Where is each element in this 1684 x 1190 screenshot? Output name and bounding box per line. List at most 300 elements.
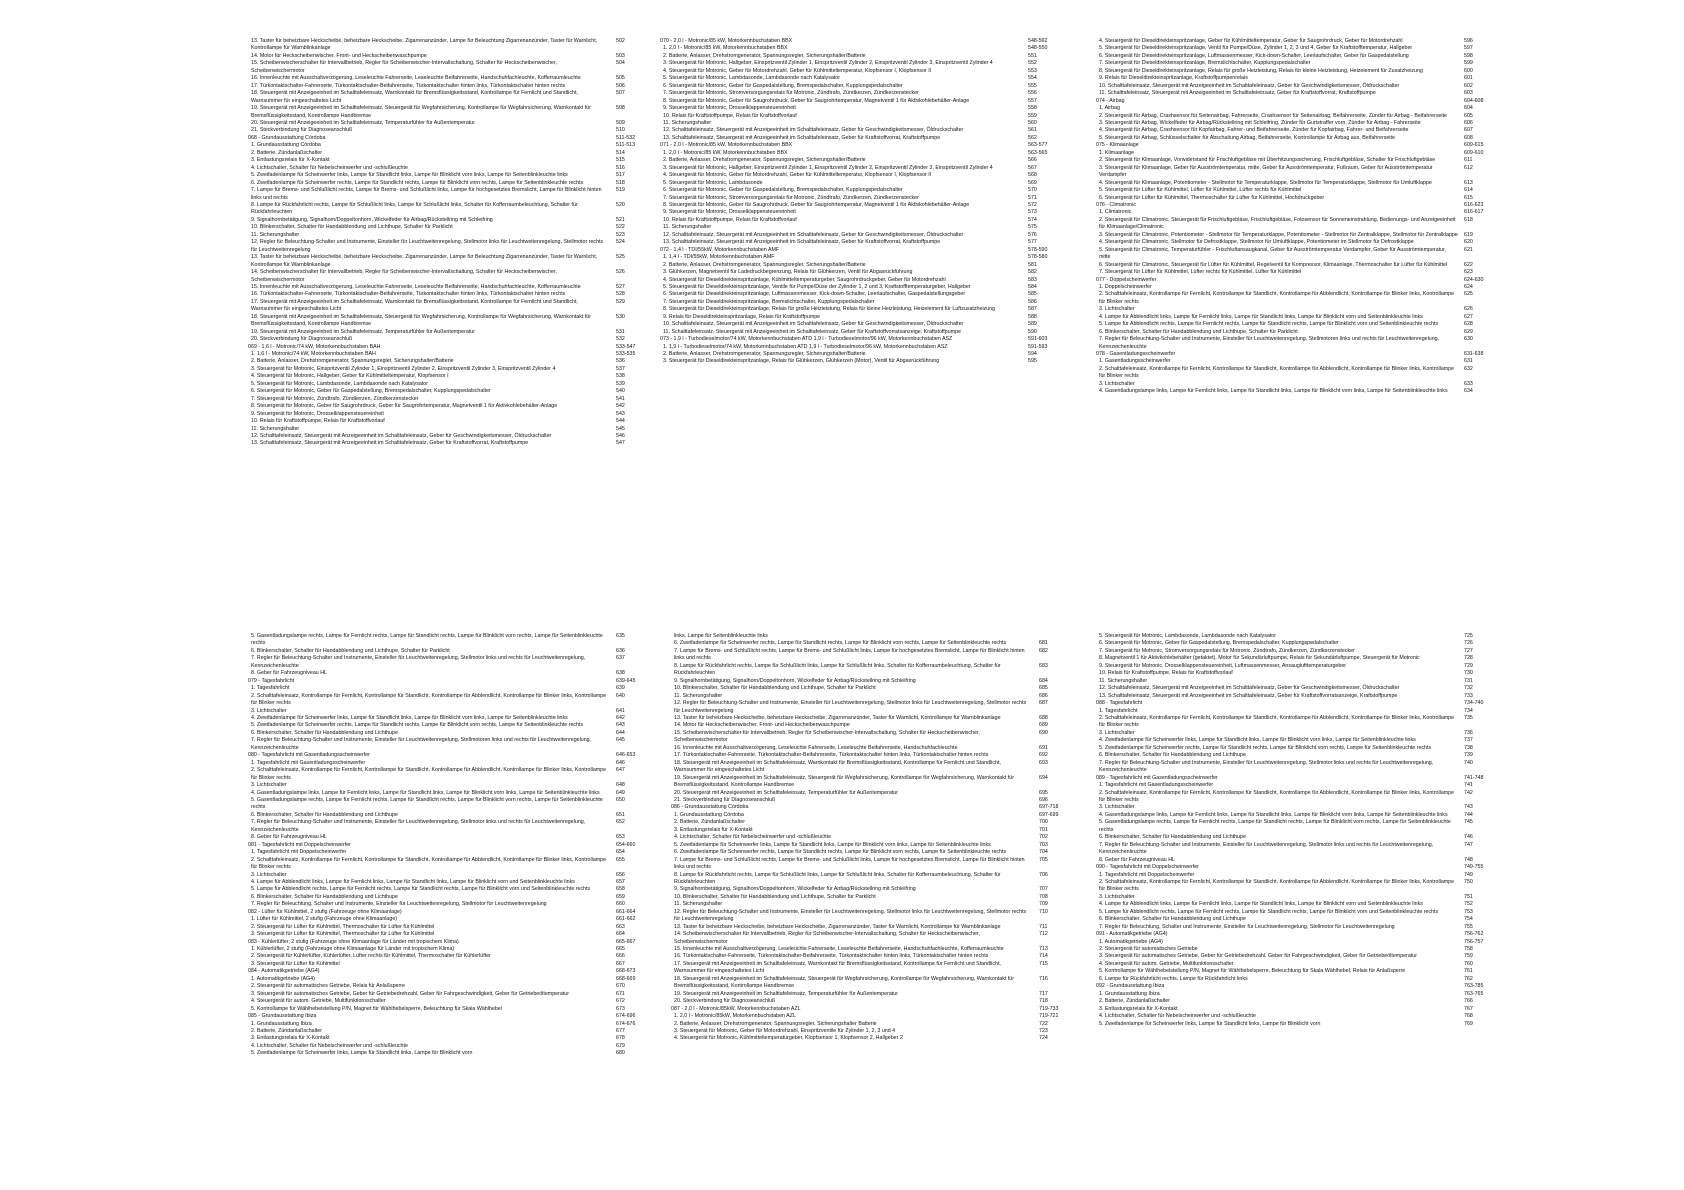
entry-page-number: 702: [1039, 834, 1048, 841]
index-entry: [1096, 715, 1506, 730]
entry-page-number: 666: [616, 953, 625, 960]
entry-title: 4. Zweifadenlampe für Scheinwerfer links, Lampe für Standlicht links, Lampe für Blinklicht vorn links, Lampe für Seitenblinkleuchte links: [251, 714, 568, 721]
entry-title: 4. Steuergerät für Airbag, Crashsensor für Kopfairbag, Fahrer- und Beifahrerseite, Zünder für Kopfairbag, Fahrer- und Beifahrerseite: [1099, 127, 1409, 134]
entry-title: 1. Tagesfahrlicht: [1099, 707, 1138, 714]
entry-page-number: 603: [1464, 90, 1473, 97]
entry-page-number: 532: [616, 336, 625, 343]
index-entry: [1096, 1006, 1506, 1013]
index-entry: [248, 411, 658, 418]
entry-title: 15. Innenleuchte mit Ausschaltverzögerung, Leseleuchte Fahrerseite, Leseleuchte Beifahrerseite, Handschuhfachleuchte, Kofferraumleuchte: [674, 946, 1004, 953]
entry-title: 6. Zweifadenlampe für Scheinwerfer rechts, Lampe für Standlicht rechts, Lampe für Blinklicht vorn rechts, Lampe für Seitenblinkleuchte rechts: [674, 849, 1007, 856]
entry-page-number: 678: [616, 1035, 625, 1042]
index-entry: [671, 797, 1081, 804]
index-entry: [660, 150, 1070, 157]
entry-title: 1. Airbag: [1099, 105, 1120, 112]
entry-title: 6. Blinkerschalter, Schalter für Handabblendung und Lichthupe: [251, 729, 398, 736]
entry-page-number: 627: [1464, 313, 1473, 320]
section-heading: [660, 247, 1070, 254]
index-entry: [1096, 135, 1506, 142]
section-heading: [1096, 864, 1506, 871]
entry-page-number: 560: [1028, 119, 1037, 126]
entry-title: 8. Steuergerät für Motronic, Geber für Saugrohrdruck, Geber für Saugrohrtemperatur, Magnetventil 1 für Aktivkohlebehälter-Anlage: [663, 201, 970, 208]
entry-page-number: 768: [1464, 1013, 1473, 1020]
entry-title: 7. Regler für Beleuchtung, Schalter und Instrumente, Einsteller für Leuchtweitenregelung, Stellmotor für Leuchtweitenregelung: [1099, 923, 1395, 930]
entry-title: 3. Steuergerät für Klimaanlage, Geber für Ausströmtemperatur, mitte, Geber für Ausströmtemperatur, Fußraum, Geber für Ausströmtemperatur Verdampfer: [1099, 164, 1433, 179]
entry-page-number: 508: [616, 105, 625, 112]
index-entry: [1096, 901, 1506, 908]
entry-page-number: 733: [1464, 692, 1473, 699]
entry-title: 8. Geber für Fahrzeugniveau HL: [251, 670, 327, 677]
entry-title: 5. Lampe für Abblendlicht rechts, Lampe für Fernlicht rechts, Lampe für Standlicht rechts, Lampe für Blinklicht vorn und Seitenblinkleuchte rechts: [251, 886, 591, 893]
index-entry: [660, 45, 1070, 52]
entry-page-number: 552: [1028, 60, 1037, 67]
entry-page-number: 703: [1039, 841, 1048, 848]
entry-page-number: 628: [1464, 321, 1473, 328]
entry-page-number: 705: [1039, 856, 1048, 863]
entry-title: 11. Sicherungshalter: [663, 119, 712, 126]
index-entry: [671, 640, 1081, 647]
entry-title: 15. Innenleuchte mit Ausschaltverzögerung, Leseleuchte Fahrerseite, Leseleuchte Beifahrerseite, Handschuhfachleuchte, Kofferraumleuchte: [251, 283, 581, 290]
entry-title: 079 - Tagesfahrlicht: [248, 677, 295, 684]
index-entry: [1096, 685, 1506, 692]
entry-page-number: 621: [1464, 246, 1473, 253]
entry-title: 4. Zweifadenlampe für Scheinwerfer links, Lampe für Standlicht links, Lampe für Blinklicht vorn links, Lampe für Seitenblinkleuchte links: [1099, 737, 1416, 744]
index-entry: [248, 834, 658, 841]
entry-page-number: 638: [616, 670, 625, 677]
entry-title: 11. Sicherungshalter: [251, 231, 300, 238]
entry-page-number: 596: [1464, 38, 1473, 44]
entry-title: 6. Lampe für Rückfahrlicht rechts, Lampe für Rückfahrlicht links: [1099, 975, 1248, 982]
entry-page-number: 597: [1464, 45, 1473, 52]
entry-page-number: 688: [1039, 714, 1048, 721]
entry-page-number: 585: [1028, 291, 1037, 298]
entry-page-number: 542: [616, 403, 625, 410]
index-entry: [1096, 195, 1506, 202]
index-entry: [671, 901, 1081, 908]
index-entry: [1096, 83, 1506, 90]
entry-title: 6. Zweifadenlampe für Scheinwerfer rechts, Lampe für Standlicht rechts, Lampe für Blinklicht vorn rechts, Lampe für Seitenblinkleuchte rechts: [251, 179, 584, 186]
entry-page-number: 759: [1464, 953, 1473, 960]
entry-page-number: 657: [616, 878, 625, 885]
index-entry: [248, 708, 658, 715]
index-entry: [1096, 998, 1506, 1005]
entry-title: 9. Relais für Dieseldirekteinspritzanlage, Kraftstoffpumpenrelais: [1099, 75, 1248, 82]
index-entry: [1096, 752, 1506, 759]
index-entry: [1096, 976, 1506, 983]
index-entry: [660, 187, 1070, 194]
entry-title: 4. Steuergerät für Motronic, Geber für Motordrehzahl, Geber für Kühlmitteltemperatur, Klopfsensor I, Klopfsensor II: [663, 67, 932, 74]
index-entry: [671, 886, 1081, 893]
index-entry: [248, 254, 658, 269]
entry-title: 068 - Grundausstattung Córdoba: [248, 134, 326, 141]
entry-title: 19. Steuergerät mit Anzeigeeinheit im Schalttafeleinsatz, Temperaturfühler für Außentemperatur: [251, 328, 475, 335]
entry-title: 4. Steuergerät für Climatronic, Stellmotor für Defrostklappe, Stellmotor für Umluftklappe, Potentiometer im Stellmotor für Defrostklappe: [1099, 239, 1414, 246]
entry-page-number: 599: [1464, 60, 1473, 67]
entry-title: 7. Steuergerät für Motronic, Stromversorgungsrelais für Motronic, Zündtrafo, Zündkerzen, Zündkerzenstecker: [663, 194, 919, 201]
index-entry: [671, 946, 1081, 953]
index-entry: [248, 991, 658, 998]
index-entry: [660, 195, 1070, 202]
entry-page-number: 670: [616, 983, 625, 990]
entry-title: 7. Regler für Beleuchtung, Schalter und Instrumente, Einsteller für Leuchtweitenregelung, Stellmotor für Leuchtweitenregelung: [251, 901, 547, 908]
index-entry: [660, 299, 1070, 306]
entry-page-number: 619: [1464, 231, 1473, 238]
index-entry: [248, 336, 658, 343]
index-entry: [660, 127, 1070, 134]
index-entry: [660, 284, 1070, 291]
index-entry: [1096, 894, 1506, 901]
index-entry: [248, 157, 658, 164]
entry-page-number: 595: [1028, 358, 1037, 365]
entry-title: 5. Zweifadenlampe für Scheinwerfer rechts, Lampe für Standlicht rechts, Lampe für Blinklicht vorn rechts, Lampe für Seitenblinkleuchte rechts: [1099, 744, 1432, 751]
entry-page-number: 763-785: [1464, 983, 1484, 990]
entry-title: 1. Klimaanlage: [1099, 149, 1135, 156]
entry-title: 1. Tagesfahrlicht: [251, 685, 290, 692]
section-heading: [248, 344, 658, 351]
entry-page-number: 625: [1464, 291, 1473, 298]
index-entry: [1096, 961, 1506, 968]
entry-page-number: 523: [616, 231, 625, 238]
entry-title: 5. Steuergerät für Dieseldirekteinspritzanlage, Ventile für Pumpe/Düse der Zylinder 1, 2 und 3, Kraftstofftemperaturgeber, Hallgeber: [663, 283, 971, 290]
index-entry: [1096, 857, 1506, 864]
entry-page-number: 516: [616, 164, 625, 171]
entry-title: 2. Steuergerät für Climatronic, Steuergerät für Frischluftgebläse, Frischluftgebläse, Fotosensor für Sonneneinstrahlung, Bedienungs- und Anzeigeeinheit für Klimaanlage/Climatronic: [1099, 216, 1456, 231]
entry-title: 3. Lichtschalter: [1099, 380, 1135, 387]
entry-title: 2. Steuergerät für Airbag, Crashsensor für Seitenairbag, Fahrerseite, Crashsensor für Seitenairbag, Beifahrerseite, Zünder für Airbag - Beifahrerseite: [1099, 112, 1448, 119]
section-heading: [248, 752, 658, 759]
entry-page-number: 631-638: [1464, 351, 1484, 358]
entry-title: 12. Schalttafeleinsatz, Steuergerät mit Anzeigeeinheit im Schalttafeleinsatz, Geber für Geschwindigkeitsmesser, Öldruckschalter: [663, 231, 964, 238]
entry-page-number: 719-733: [1039, 1005, 1059, 1012]
index-entry: [671, 842, 1081, 849]
section-heading: [1096, 775, 1506, 782]
entry-title: 2. Schalttafeleinsatz, Kontrollampe für Fernlicht, Kontrollampe für Standlicht, Kontrollampe für Abblendlicht, Kontrollampe für Blinker links, Kontrollampe für Blinker rechts: [251, 692, 607, 707]
entry-title: 3. Entlastungsrelais für X-Kontakt: [251, 157, 330, 164]
entry-title: 14. Motor für Heckscheibenwischer, Front- und Heckscheibenwaschpumpe: [251, 52, 427, 59]
index-entry: [671, 715, 1081, 722]
index-entry: [671, 745, 1081, 752]
section-heading: [1096, 277, 1506, 284]
index-entry: [248, 75, 658, 82]
index-entry: [660, 239, 1070, 246]
entry-page-number: 567: [1028, 164, 1037, 171]
index-entry: [1096, 819, 1506, 834]
index-entry: [1096, 663, 1506, 670]
entry-title: 1. 2,0 l - Motronic/85kW, Motorkennbuchstaben AZL: [674, 1013, 796, 1020]
entry-page-number: 545: [616, 425, 625, 432]
entry-page-number: 570: [1028, 187, 1037, 194]
entry-title: 3. Steuergerät für Lüfter für Kühlmittel, Thermoschalter für Lüfter für Kühlmittel: [251, 931, 435, 938]
index-entry: [1096, 314, 1506, 321]
entry-title: 5. Steuergerät für Motronic, Lambdasonde, Lambdasonde nach Katalysator: [1099, 633, 1276, 639]
index-entry: [248, 269, 658, 284]
entry-page-number: 518: [616, 179, 625, 186]
entry-title: 13. Schalttafeleinsatz, Steuergerät mit Anzeigeeinheit im Schalttafeleinsatz, Geber für Kraftstoffvorratsanzeige, Kraftstoffpumpe: [1099, 692, 1398, 699]
index-entry: [248, 314, 658, 329]
entry-title: 6. Steuergerät für Motronic, Geber für Gaspedalstellung, Bremspedalschalter, Kupplungspedalschalter: [1099, 640, 1339, 647]
entry-page-number: 712: [1039, 931, 1048, 938]
entry-page-number: 636: [616, 647, 625, 654]
index-entry: [248, 946, 658, 953]
entry-title: 13. Taster für beheizbare Heckscheibe, beheizbare Heckscheibe, Zigarrenanzünder, Lampe für Beleuchtung Zigarrenanzünder, Taster für Warnlicht, Kontrollampe für Warnblinkanlage: [251, 254, 598, 268]
entry-title: 092 - Grundausstattung Ibiza: [1096, 983, 1165, 990]
entry-page-number: 561: [1028, 127, 1037, 134]
entry-page-number: 704: [1039, 849, 1048, 856]
index-entry: [660, 98, 1070, 105]
index-entry: [1096, 120, 1506, 127]
index-entry: [671, 752, 1081, 759]
entry-page-number: 602: [1464, 82, 1473, 89]
index-column-5: [671, 633, 1081, 1043]
entry-page-number: 575: [1028, 224, 1037, 231]
entry-title: 3. Steuergerät für Motronic, Hallgeber, Einspritzventil Zylinder 1, Einspritzventil Zylinder 2, Einspritzventil Zylinder 3, Einspritzventil Zylinder 4: [663, 60, 993, 67]
section-heading: [248, 678, 658, 685]
index-entry: [248, 722, 658, 729]
entry-title: 1. Grundausstattung Córdoba: [674, 811, 744, 818]
entry-title: 10. Relais für Kraftstoffpumpe, Relais für Kraftstoffvorlauf: [663, 216, 797, 223]
index-entry: [248, 976, 658, 983]
entry-title: 4. Lichtschalter, Schalter für Nebelscheinwerfer und -schlußleuchte: [251, 164, 408, 171]
index-entry: [660, 135, 1070, 142]
entry-title: 7. Steuergerät für Motronic, Zündtrafo, Zündkerzen, Zündkerzenstecker: [251, 395, 419, 402]
entry-page-number: 582: [1028, 269, 1037, 276]
index-entry: [248, 232, 658, 239]
index-entry: [1096, 946, 1506, 953]
section-heading: [1096, 983, 1506, 990]
entry-page-number: 637: [616, 655, 625, 662]
entry-title: 3. Lichtschalter: [1099, 804, 1135, 811]
entry-page-number: 718: [1039, 998, 1048, 1005]
entry-title: 080 - Tagesfahrlicht mit Gasentladungsscheinwerfer: [248, 752, 370, 759]
entry-page-number: 679: [616, 1042, 625, 1049]
index-column-2: [660, 38, 1070, 366]
entry-page-number: 736: [1464, 729, 1473, 736]
index-entry: [248, 418, 658, 425]
index-entry: [248, 730, 658, 737]
index-entry: [1096, 239, 1506, 246]
index-entry: [660, 157, 1070, 164]
index-entry: [660, 180, 1070, 187]
entry-page-number: 741: [1464, 782, 1473, 789]
entry-title: 5. Kontrollampe für Wählhebelstellung P/N, Magnet für Wählhebelsperre, Beleuchtung für Skala Wählhebel: [251, 1005, 502, 1012]
index-entry: [671, 1021, 1081, 1028]
entry-page-number: 635: [616, 633, 625, 639]
entry-page-number: 754: [1464, 916, 1473, 923]
index-entry: [660, 351, 1070, 358]
index-entry: [248, 433, 658, 440]
index-entry: [248, 961, 658, 968]
entry-page-number: 510: [616, 127, 625, 134]
entry-page-number: 725: [1464, 633, 1473, 639]
entry-page-number: 769: [1464, 1020, 1473, 1027]
index-entry: [248, 1043, 658, 1050]
entry-title: 2. Batterie, Zündanlaßschalter: [674, 819, 745, 826]
entry-page-number: 697-718: [1039, 804, 1059, 811]
entry-page-number: 687: [1039, 700, 1048, 707]
index-entry: [1096, 1021, 1506, 1028]
index-column-1: [248, 38, 658, 448]
entry-title: 19. Steuergerät mit Anzeigeeinheit im Schalttafeleinsatz, Steuergerät für Wegfahrsicherung, Kontrollampe für Wegfahrsicherung, Warnkontakt für Bremsflüssigkeitsstand, Kontrollampe Handbremse: [674, 774, 1014, 789]
index-entry: [248, 894, 658, 901]
entry-title: 4. Lichtschalter, Schalter für Nebelscheinwerfer und -schlußleuchte: [674, 834, 831, 841]
entry-title: 6. Steuergerät für Lüfter für Kühlmittel, Thermoschalter für Lüfter für Kühlmittel, Hochdruckgeber: [1099, 194, 1325, 201]
index-entry: [1096, 924, 1506, 931]
entry-title: 5. Steuergerät für Lüfter für Kühlmittel, Lüfter für Kühlmittel, Lüfter rechts für Kühlmittel: [1099, 187, 1302, 194]
entry-title: 11. Schalttafeleinsatz, Steuergerät mit Anzeigeeinheit im Schalttafeleinsatz, Geber für Kraftstoffvorratsanzeige, Kraftstoffpumpe: [663, 328, 961, 335]
entry-title: 14. Motor für Heckscheibenwischer, Front- und Heckscheibenwaschpumpe: [674, 722, 850, 729]
entry-page-number: 559: [1028, 112, 1037, 119]
entry-page-number: 643: [616, 722, 625, 729]
entry-page-number: 689: [1039, 722, 1048, 729]
entry-page-number: 572: [1028, 201, 1037, 208]
entry-title: 6. Steuergerät für Motronic, Geber für Gaspedalstellung, Bremspedalschalter, Kupplungspedalschalter: [251, 388, 491, 395]
index-entry: [1096, 306, 1506, 313]
index-entry: [1096, 745, 1506, 752]
entry-title: 7. Lampe für Brems- und Schlußlicht rechts, Lampe für Brems- und Schlußlicht links, Lampe für hochgesetztes Bremslicht, Lampe für Blinklicht hinten links und rechts: [674, 647, 1025, 662]
index-entry: [248, 685, 658, 692]
entry-title: 2. Steuergerät für automatisches Getriebe: [1099, 946, 1198, 953]
entry-page-number: 562: [1028, 134, 1037, 141]
index-entry: [248, 812, 658, 819]
entry-page-number: 502: [616, 38, 625, 44]
index-entry: [248, 142, 658, 149]
entry-title: 7. Regler für Beleuchtung-Schalter und Instrumente, Einsteller für Leuchtweitenregelung, Stellmotor links und rechts für Leuchtweitenregelung, Kennzeichenleuchte: [251, 655, 586, 669]
entry-title: 2. Steuergerät für automatisches Getriebe, Relais für Anlaßsperre: [251, 983, 405, 990]
index-entry: [671, 1013, 1081, 1020]
index-entry: [671, 953, 1081, 960]
entry-page-number: 522: [616, 224, 625, 231]
section-heading: [248, 842, 658, 849]
entry-title: 3. Steuergerät für Lüfter für Kühlmittel: [251, 960, 340, 967]
index-entry: [248, 916, 658, 923]
index-entry: [248, 329, 658, 336]
index-entry: [671, 961, 1081, 976]
index-entry: [248, 105, 658, 120]
entry-page-number: 726: [1464, 640, 1473, 647]
entry-title: 19. Steuergerät mit Anzeigeeinheit im Schalttafeleinsatz, Steuergerät für Wegfahrsicherung, Kontrollampe für Wegfahrsicherung, Warnkontakt für Bremsflüssigkeitsstand, Kontrollampe Handbremse: [251, 105, 591, 119]
index-entry: [1096, 247, 1506, 262]
index-entry: [248, 366, 658, 373]
index-entry: [1096, 60, 1506, 67]
entry-title: 2. Batterie, Anlasser, Drehstromgenerator, Spannungsregler, Sicherungshalter/Batterie: [663, 52, 866, 59]
entry-title: 1. Automatikgetriebe (AG4): [1099, 938, 1163, 945]
section-heading: [248, 909, 658, 916]
entry-page-number: 749-755: [1464, 864, 1484, 871]
index-entry: [660, 90, 1070, 97]
entry-title: 13. Taster für beheizbare Heckscheibe, beheizbare Heckscheibe, Zigarrenanzünder, Taster für Warnlicht, Kontrollampe für Warnblinkanlage: [674, 923, 1001, 930]
entry-page-number: 554: [1028, 75, 1037, 82]
entry-page-number: 709: [1039, 901, 1048, 908]
entry-page-number: 616-617: [1464, 209, 1484, 216]
entry-page-number: 548-550: [1028, 45, 1048, 52]
index-entry: [660, 358, 1070, 365]
entry-title: 5. Steuergerät für Airbag, Schlüsselschalter für Abschaltung Airbag, Beifahrerseite, Kontrollampe für Airbag aus, Beifahrerseite: [1099, 134, 1395, 141]
entry-page-number: 667: [616, 960, 625, 967]
entry-page-number: 503: [616, 52, 625, 59]
entry-title: 072 - 1,4 l - TDI/55kW, Motorkennbuchstaben AMF: [660, 246, 780, 253]
entry-title: 084 - Automatikgetriebe (AG4): [248, 968, 320, 975]
entry-title: 11. Sicherungshalter: [674, 692, 723, 699]
entry-title: 6. Blinkerschalter, Schalter für Handabblendung und Lichthupe: [1099, 916, 1246, 923]
index-entry: [671, 1035, 1081, 1042]
entry-title: 4. Gasentladungslampe links, Lampe für Fernlicht links, Lampe für Standlicht links, Lampe für Blinklicht vorn links, Lampe für Seitenblinkleuchte links: [1099, 811, 1448, 818]
entry-title: 10. Blinkerschalter, Schalter für Handabblendung und Lichthupe, Schalter für Parklicht: [674, 893, 876, 900]
entry-page-number: 706: [1039, 871, 1048, 878]
entry-page-number: 571: [1028, 194, 1037, 201]
entry-page-number: 750: [1464, 878, 1473, 885]
entry-page-number: 626: [1464, 306, 1473, 313]
index-entry: [1096, 358, 1506, 365]
entry-page-number: 671: [616, 990, 625, 997]
index-entry: [660, 269, 1070, 276]
index-entry: [1096, 157, 1506, 164]
entry-title: 18. Steuergerät mit Anzeigeeinheit im Schalttafeleinsatz, Warnkontakt für Bremsflüssigkeitsstand, Kontrollampe für Fernlicht und Standlicht, Warnsummer für eingeschaltetes Licht: [251, 90, 578, 104]
index-entry: [1096, 381, 1506, 388]
index-entry: [1096, 336, 1506, 351]
entry-page-number: 646-653: [616, 752, 636, 759]
entry-title: 1. Tagesfahrlicht mit Gasentladungsscheinwerfer: [1099, 782, 1214, 789]
entry-page-number: 609-615: [1464, 142, 1484, 149]
entry-title: 2. Batterie, Anlasser, Drehstromgenerator, Spannungsregler, Sicherungshalter/Batterie: [663, 157, 866, 164]
entry-title: 081 - Tagesfahrlicht mit Doppelscheinwerfer: [248, 841, 351, 848]
entry-page-number: 524: [616, 239, 625, 246]
index-entry: [248, 767, 658, 782]
entry-page-number: 604-608: [1464, 97, 1484, 104]
entry-page-number: 600: [1464, 67, 1473, 74]
entry-title: 1. Tagesfahrlicht mit Gasentladungsscheinwerfer: [251, 759, 366, 766]
entry-page-number: 681: [1039, 640, 1048, 647]
index-entry: [248, 633, 658, 648]
entry-title: 2. Schalttafeleinsatz, Kontrollampe für Fernlicht, Kontrollampe für Standlicht, Kontrollampe für Abblendlicht, Kontrollampe für Blinker links, Kontrollampe für Blinker rechts: [1099, 789, 1455, 803]
entry-title: 4. Lichtschalter, Schalter für Nebelscheinwerfer und -schlußleuchte: [1099, 1013, 1256, 1020]
entry-page-number: 661-662: [616, 916, 636, 923]
entry-title: 10. Schalttafeleinsatz, Steuergerät mit Anzeigeeinheit im Schalttafeleinsatz, Geber für Geschwindigkeitsmesser, Öldruckschalter: [1099, 82, 1400, 89]
index-column-3: [1096, 38, 1506, 396]
entry-title: 2. Steuergerät für Kühlerlüfter, Kühlerlüfter, Lüfter rechts für Kühlmittel, Thermoschalter für Kühlerlüfter: [251, 953, 491, 960]
index-entry: [1096, 633, 1506, 640]
entry-title: 6. Blinkerschalter, Schalter für Handabblendung und Lichthupe: [251, 893, 398, 900]
entry-page-number: 631: [1464, 358, 1473, 365]
index-entry: [1096, 113, 1506, 120]
entry-page-number: 690: [1039, 729, 1048, 736]
entry-title: 10. Blinkerschalter, Schalter für Handabblendung und Lichthupe, Schalter für Parklicht: [251, 224, 453, 231]
index-entry: [248, 760, 658, 767]
entry-title: 13. Taster für beheizbare Heckscheibe, beheizbare Heckscheibe, Zigarrenanzünder, Taster für Warnlicht, Kontrollampe für Warnblinkanlage: [674, 714, 1001, 721]
section-heading: [1096, 931, 1506, 938]
entry-page-number: 551: [1028, 52, 1037, 59]
entry-page-number: 713: [1039, 946, 1048, 953]
entry-title: 15. Scheibenwischerschalter für Intervallbetrieb, Regler für Scheibenwischer-Intervallschaltung, Schalter für Heckscheibenwischer, Scheibenwischermotor: [251, 60, 557, 74]
entry-page-number: 633: [1464, 380, 1473, 387]
index-entry: [660, 277, 1070, 284]
index-entry: [1096, 53, 1506, 60]
index-entry: [1096, 879, 1506, 894]
entry-page-number: 651: [616, 811, 625, 818]
entry-title: 19. Steuergerät mit Anzeigeeinheit im Schalttafeleinsatz, Temperaturfühler für Außentemperatur: [674, 990, 898, 997]
entry-title: 1. 1,9 l - Turbodieselmotor/74 kW, Motorkennbuchstaben ATD 1,9 l - Turbodieselmotor/96 kW, Motorkennbuchstaben ASZ: [663, 343, 948, 350]
index-entry: [248, 1035, 658, 1042]
entry-page-number: 731: [1464, 677, 1473, 684]
entry-title: 3. Lichtschalter: [251, 782, 287, 789]
entry-title: 11. Schalttafeleinsatz, Steuergerät mit Anzeigeeinheit im Schalttafeleinsatz, Geber für Kraftstoffvorrat, Kraftstoffpumpe: [1099, 90, 1376, 97]
index-entry: [1096, 232, 1506, 239]
entry-title: 5. Gasentladungslampe rechts, Lampe für Fernlicht rechts, Lampe für Standlicht rechts, Lampe für Blinklicht vorn rechts, Lampe für Seitenblinkleuchte rechts: [1099, 819, 1451, 833]
entry-page-number: 507: [616, 90, 625, 97]
entry-page-number: 648: [616, 782, 625, 789]
entry-title: 089 - Tagesfahrlicht mit Gasentladungsscheinwerfer: [1096, 774, 1218, 781]
entry-title: 11. Sicherungshalter: [663, 224, 712, 231]
entry-page-number: 691: [1039, 744, 1048, 751]
